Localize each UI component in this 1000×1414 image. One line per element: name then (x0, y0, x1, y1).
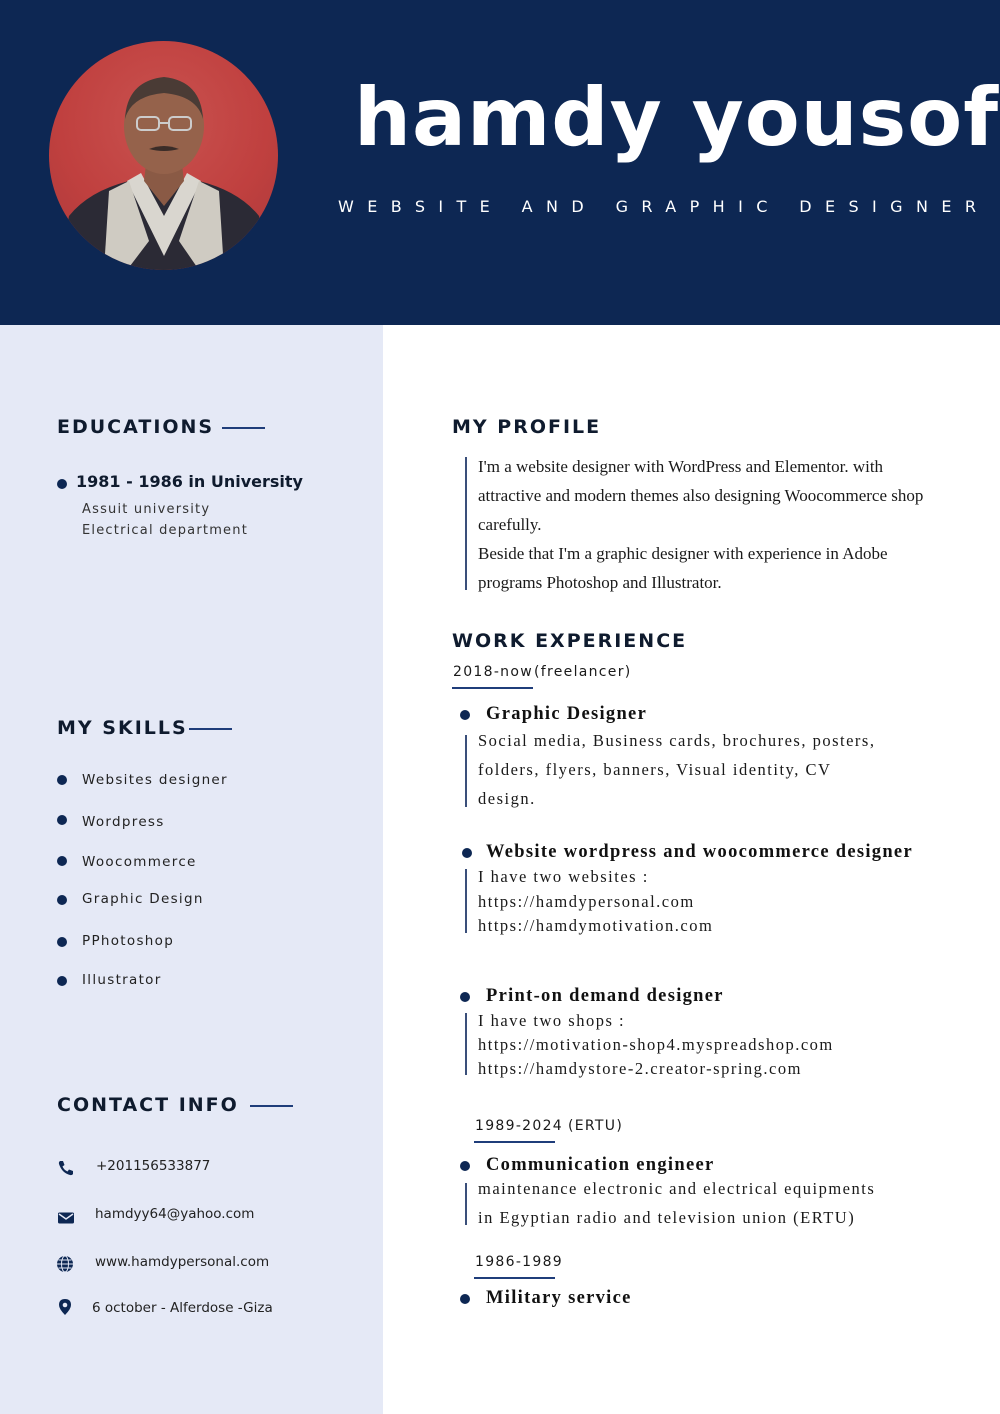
contact-phone[interactable]: +201156533877 (96, 1158, 211, 1174)
job-line: folders, flyers, banners, Visual identity, CV (478, 760, 832, 779)
job-link[interactable]: https://motivation-shop4.myspreadshop.com (478, 1035, 834, 1054)
job-line: design. (478, 789, 536, 808)
bullet-dot (57, 856, 67, 866)
period-label: 1986-1989 (475, 1254, 564, 1270)
education-line: Electrical department (82, 523, 248, 538)
job-accent-bar (465, 1013, 467, 1075)
job-title: Military service (486, 1288, 632, 1308)
contact-address: 6 october - Alferdose -Giza (92, 1300, 273, 1316)
job-accent-bar (465, 1183, 467, 1225)
globe-icon (56, 1255, 74, 1273)
contact-rule (250, 1105, 293, 1107)
work-heading: WORK EXPERIENCE (452, 630, 688, 652)
job-title: Website wordpress and woocommerce designer (486, 842, 913, 862)
job-link[interactable]: https://hamdystore-2.creator-spring.com (478, 1059, 802, 1078)
person-name: hamdy yousof (354, 71, 1000, 164)
profile-accent-bar (465, 457, 467, 590)
profile-line: carefully. (478, 515, 542, 534)
job-link[interactable]: https://hamdypersonal.com (478, 892, 695, 911)
education-line: Assuit university (82, 502, 211, 517)
profile-line: programs Photoshop and Illustrator. (478, 573, 722, 592)
skill-item: Graphic Design (82, 891, 204, 907)
skill-item: PPhotoshop (82, 933, 175, 949)
period-rule (474, 1277, 555, 1279)
job-line: I have two websites : (478, 867, 649, 886)
job-line: in Egyptian radio and television union (ERTU) (478, 1208, 856, 1227)
bullet-dot (460, 1294, 470, 1304)
period-rule (474, 1141, 555, 1143)
bullet-dot (57, 815, 67, 825)
skill-item: Websites designer (82, 772, 228, 788)
skills-heading: MY SKILLS (57, 717, 188, 739)
profile-line: Beside that I'm a graphic designer with experience in Adobe (478, 544, 888, 563)
portrait-illustration (49, 41, 278, 270)
bullet-dot (57, 479, 67, 489)
bullet-dot (57, 976, 67, 986)
profile-heading: MY PROFILE (452, 416, 602, 438)
educations-rule (222, 427, 265, 429)
bullet-dot (460, 710, 470, 720)
skill-item: Wordpress (82, 814, 165, 830)
contact-heading: CONTACT INFO (57, 1094, 239, 1116)
profile-text (478, 452, 968, 597)
job-title: Graphic Designer (486, 704, 648, 724)
contact-website[interactable]: www.hamdypersonal.com (95, 1254, 270, 1270)
bullet-dot (460, 992, 470, 1002)
bullet-dot (462, 848, 472, 858)
skill-item: Woocommerce (82, 854, 197, 870)
period-note: (ERTU) (568, 1118, 624, 1134)
period-note: (freelancer) (534, 664, 632, 680)
contact-email[interactable]: hamdyy64@yahoo.com (95, 1206, 255, 1222)
profile-photo (49, 41, 278, 270)
skill-item: Illustrator (82, 972, 162, 988)
job-line: Social media, Business cards, brochures, posters, (478, 731, 876, 750)
job-line: maintenance electronic and electrical equipments (478, 1179, 876, 1198)
job-accent-bar (465, 735, 467, 807)
bullet-dot (57, 895, 67, 905)
profile-line: attractive and modern themes also designing Woocommerce shop (478, 486, 924, 505)
job-line: I have two shops : (478, 1011, 626, 1030)
educations-heading: EDUCATIONS (57, 416, 215, 438)
skills-rule (189, 728, 232, 730)
job-link[interactable]: https://hamdymotivation.com (478, 916, 714, 935)
job-accent-bar (465, 869, 467, 933)
header-banner (0, 0, 1000, 325)
education-title: 1981 - 1986 in University (76, 472, 303, 491)
job-title: Print-on demand designer (486, 986, 724, 1006)
phone-icon (57, 1159, 75, 1177)
bullet-dot (57, 775, 67, 785)
profile-line: I'm a website designer with WordPress and Elementor. with (478, 457, 884, 476)
bullet-dot (57, 937, 67, 947)
bullet-dot (460, 1161, 470, 1171)
mail-icon (57, 1209, 75, 1227)
job-title: Communication engineer (486, 1155, 715, 1175)
period-label: 1989-2024 (475, 1118, 564, 1134)
job-subtitle: WEBSITE AND GRAPHIC DESIGNER (338, 197, 990, 216)
period-rule (452, 687, 533, 689)
period-label: 2018-now (453, 664, 533, 680)
location-pin-icon (56, 1298, 74, 1316)
